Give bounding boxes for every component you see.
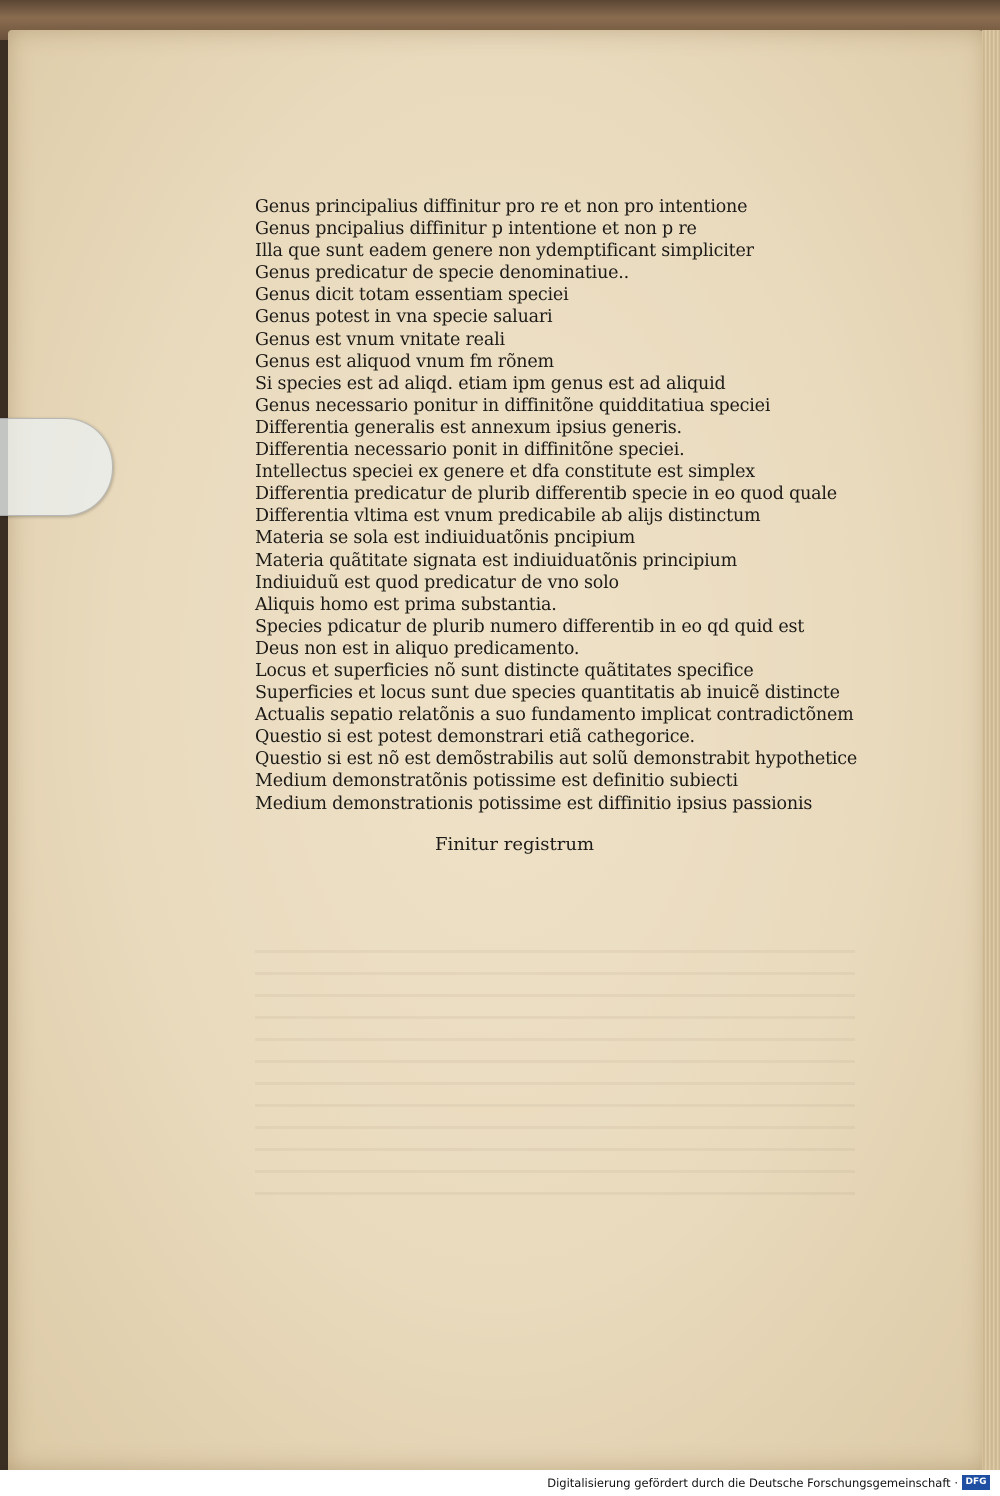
text-line: Si species est ad aliqd. etiam ipm genus est ad aliquid <box>255 373 726 394</box>
text-line: Species pdicatur de plurib numero differentib in eo qd quid est <box>255 616 805 637</box>
text-line: Deus non est in aliquo predicamento. <box>255 638 580 659</box>
text-line: Genus pncipalius diffinitur p intentione et non p re <box>255 219 697 240</box>
text-line: Genus potest in vna specie saluari <box>255 307 553 328</box>
text-line: Questio si est potest demonstrari etiã cathegorice. <box>255 727 695 748</box>
text-line: Aliquis homo est prima substantia. <box>255 594 557 615</box>
bleed-through-text <box>255 950 855 1210</box>
text-line: Differentia vltima est vnum predicabile ab alijs distinctum <box>255 506 761 527</box>
text-line: Genus principalius diffinitur pro re et non pro intentione <box>255 197 748 217</box>
text-line: Genus est aliquod vnum fm rõnem <box>255 351 554 372</box>
text-line: Differentia predicatur de plurib differentib specie in eo quod quale <box>255 484 837 505</box>
page-edges <box>982 30 1000 1470</box>
page-holder-tab <box>0 418 113 516</box>
text-line: Genus est vnum vnitate reali <box>255 329 505 350</box>
text-line: Locus et superficies nõ sunt distincte quãtitates specifice <box>255 660 754 681</box>
text-line: Materia quãtitate signata est indiuiduatõnis principium <box>255 550 738 571</box>
text-line: Materia se sola est indiuiduatõnis pncipium <box>255 528 635 549</box>
text-line: Genus predicatur de specie denominatiue.. <box>255 263 630 284</box>
footer-bar <box>0 1470 1000 1496</box>
text-line: Illa que sunt eadem genere non ydemptificant simpliciter <box>255 241 754 262</box>
text-line: Intellectus speciei ex genere et dfa constitute est simplex <box>255 462 755 483</box>
register-text <box>255 196 858 815</box>
text-line: Medium demonstratõnis potissime est definitio subiecti <box>255 771 738 792</box>
text-line: Differentia generalis est annexum ipsius generis. <box>255 417 682 438</box>
dfg-logo-icon: DFG <box>962 1475 990 1490</box>
text-line: Actualis sepatio relatõnis a suo fundamento implicat contradictõnem <box>255 705 854 726</box>
closing-line: Finitur registrum <box>435 834 595 855</box>
text-line: Genus dicit totam essentiam speciei <box>255 285 569 306</box>
text-line: Differentia necessario ponit in diffinitõne speciei. <box>255 440 685 461</box>
funding-credit: Digitalisierung gefördert durch die Deutsche Forschungsgemeinschaft · <box>547 1476 958 1490</box>
text-line: Indiuiduũ est quod predicatur de vno solo <box>255 572 619 593</box>
text-line: Superficies et locus sunt due species quantitatis ab inuicẽ distincte <box>255 683 840 704</box>
text-line: Genus necessario ponitur in diffinitõne quidditatiua speciei <box>255 395 771 416</box>
text-line: Medium demonstrationis potissime est diffinitio ipsius passionis <box>255 793 813 814</box>
text-line: Questio si est nõ est demõstrabilis aut solũ demonstrabit hypothetice <box>255 749 858 770</box>
